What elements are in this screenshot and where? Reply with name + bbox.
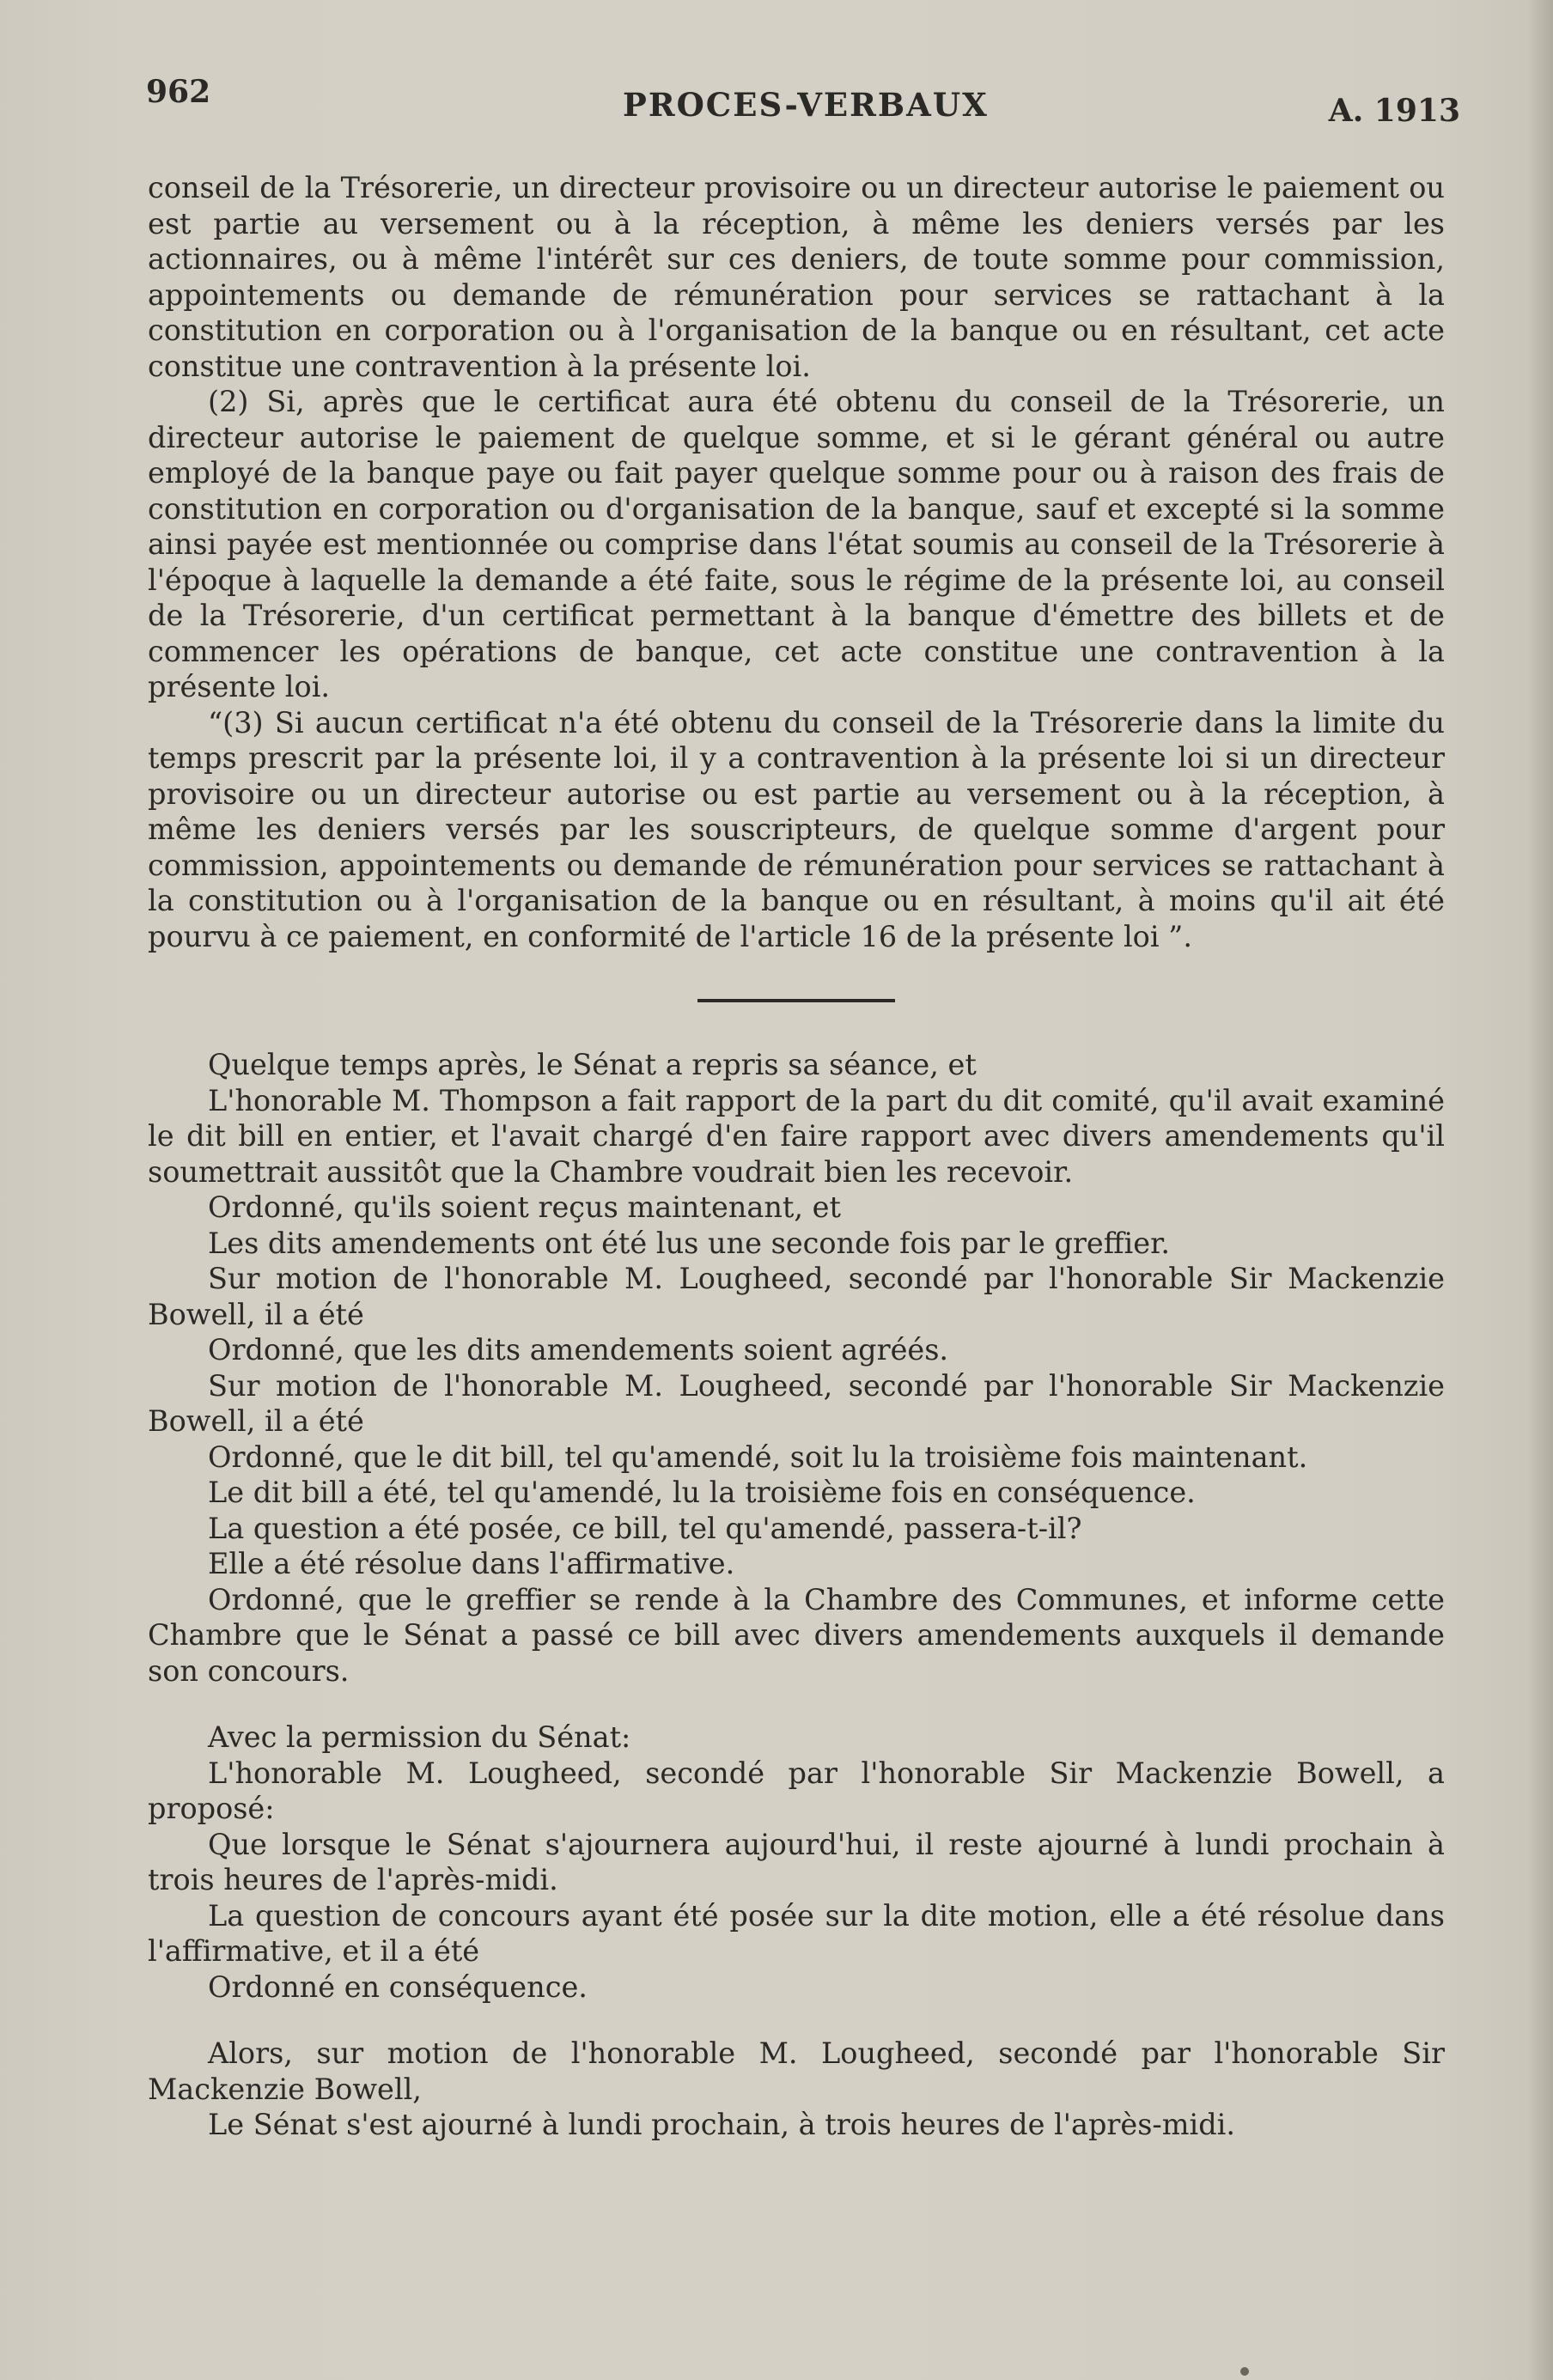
paragraph: Le Sénat s'est ajourné à lundi prochain, à trois heures de l'après-midi. — [208, 2108, 1236, 2141]
paragraph: conseil de la Trésorerie, un directeur provisoire ou un directeur autorise le paiement ou est partie au versement ou à la réception, à même les deniers versés par les actionnaires, ou à même l'intérêt sur ces deniers, de toute somme pour commission, appointements ou demande de rémunération pour services se rattachant à la constitution en corporation ou à l'organisation de la banque ou en résultant, cet acte constitue une contravention à la présente loi. — [148, 171, 1445, 383]
paragraph: Ordonné en conséquence. — [208, 1969, 588, 2004]
header-year: A. 1913 — [1328, 93, 1460, 129]
page-header — [146, 67, 1460, 136]
paragraph: Quelque temps après, le Sénat a repris sa séance, et — [208, 1048, 977, 1081]
paragraph: Que lorsque le Sénat s'ajournera aujourd'hui, il reste ajourné à lundi prochain à trois heures de l'après-midi. — [148, 1827, 1445, 1896]
paragraph: La question a été posée, ce bill, tel qu'amendé, passera-t-il? — [208, 1511, 1082, 1545]
paragraph: L'honorable M. Lougheed, secondé par l'honorable Sir Mackenzie Bowell, a proposé: — [148, 1756, 1445, 1825]
paragraph: Les dits amendements ont été lus une seconde fois par le greffier. — [208, 1226, 1171, 1260]
paragraph: Sur motion de l'honorable M. Lougheed, secondé par l'honorable Sir Mackenzie Bowell, il a été — [148, 1368, 1445, 1438]
paragraph: Ordonné, que le dit bill, tel qu'amendé, soit lu la troisième fois maintenant. — [208, 1440, 1308, 1474]
section-divider — [697, 999, 895, 1002]
page-body — [148, 170, 1445, 2143]
paragraph: Alors, sur motion de l'honorable M. Lougheed, secondé par l'honorable Sir Mackenzie Bowell, — [148, 2036, 1445, 2106]
paragraph: Elle a été résolue dans l'affirmative. — [208, 1547, 735, 1580]
paragraph: L'honorable M. Thompson a fait rapport de la part du dit comité, qu'il avait examiné le dit bill en entier, et l'avait chargé d'en faire rapport avec divers amendements qu'il soumettrait aussitôt que la Chambre voudrait bien les recevoir. — [148, 1083, 1445, 1189]
paragraph: Ordonné, qu'ils soient reçus maintenant, et — [208, 1190, 841, 1224]
page-edge-shadow — [1527, 0, 1553, 2380]
paragraph: (2) Si, après que le certificat aura été obtenu du conseil de la Trésorerie, un directeur autorise le paiement de quelque somme, et si le gérant général ou autre employé de la banque paye ou fait payer quelque somme pour ou à raison des frais de constitution en corporation ou d'organisation de la banque, sauf et excepté si la somme ainsi payée est mentionnée ou comprise dans l'état soumis au conseil de la Trésorerie à l'époque à laquelle la demande a été faite, sous le régime de la présente loi, au conseil de la Trésorerie, d'un certificat permettant à la banque d'émettre des billets et de commencer les opérations de banque, cet acte constitue une contravention à la présente loi. — [148, 385, 1445, 703]
paragraph: Ordonné, que les dits amendements soient agréés. — [208, 1333, 949, 1367]
paragraph: Sur motion de l'honorable M. Lougheed, secondé par l'honorable Sir Mackenzie Bowell, il a été — [148, 1262, 1445, 1331]
page-number: 962 — [146, 74, 211, 110]
spacer — [148, 1689, 1445, 1720]
paragraph: Avec la permission du Sénat: — [208, 1720, 631, 1754]
paragraph: La question de concours ayant été posée sur la dite motion, elle a été résolue dans l'affirmative, et il a été — [148, 1898, 1445, 1968]
paragraph: Ordonné, que le greffier se rende à la Chambre des Communes, et informe cette Chambre que le Sénat a passé ce bill avec divers amendements auxquels il demande son concours. — [148, 1582, 1445, 1688]
paragraph: “(3) Si aucun certificat n'a été obtenu du conseil de la Trésorerie dans la limite du temps prescrit par la présente loi, il y a contravention à la présente loi si un directeur provisoire ou un directeur autorise ou est partie au versement ou à la réception, à même les deniers versés par les souscripteurs, de quelque somme d'argent pour commission, appointements ou demande de rémunération pour services se rattachant à la constitution ou à l'organisation de la banque ou en résultant, à moins qu'il ait été pourvu à ce paiement, en conformité de l'article 16 de la présente loi ”. — [148, 705, 1445, 953]
paragraph: Le dit bill a été, tel qu'amendé, lu la troisième fois en conséquence. — [208, 1476, 1196, 1509]
running-head: PROCES-VERBAUX — [623, 86, 989, 124]
speck — [1240, 2367, 1249, 2376]
spacer — [148, 2005, 1445, 2036]
